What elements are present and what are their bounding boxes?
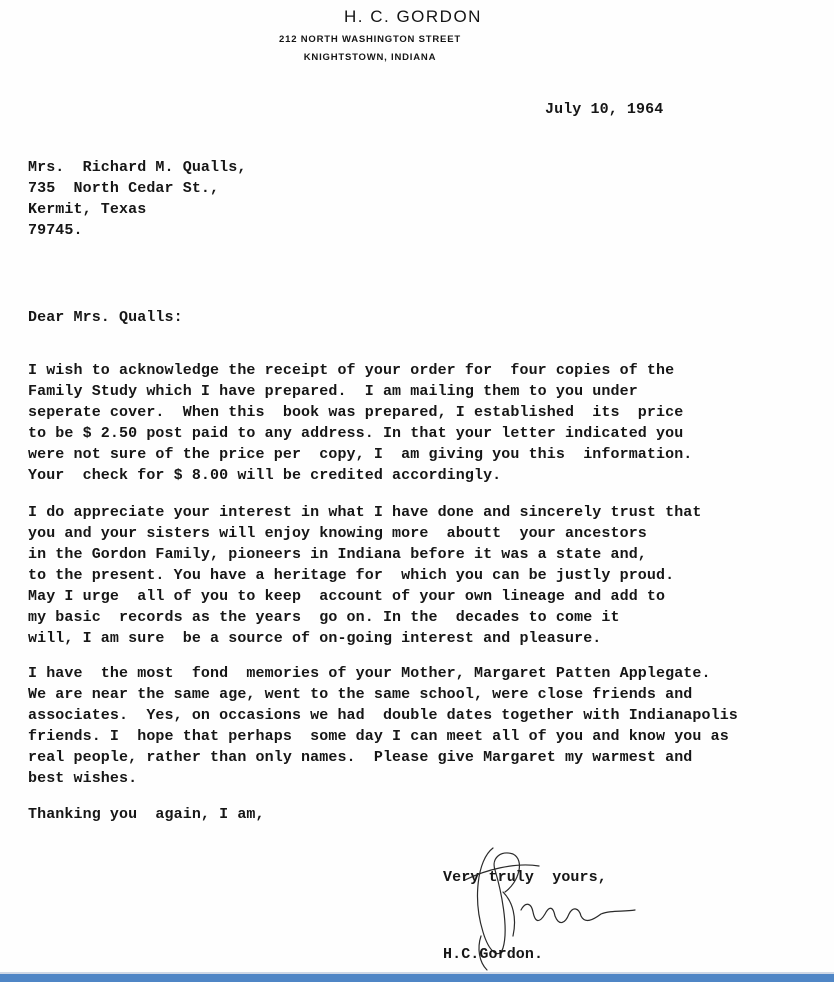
- body-line: associates. Yes, on occasions we had double dates together with Indianapolis: [28, 707, 738, 724]
- body-line: I do appreciate your interest in what I have done and sincerely trust that: [28, 504, 702, 521]
- letterhead-name: H. C. GORDON: [344, 7, 482, 26]
- body-line: I wish to acknowledge the receipt of your order for four copies of the: [28, 362, 675, 379]
- closing-line: Thanking you again, I am,: [28, 806, 265, 823]
- typed-signature: H.C.Gordon.: [443, 946, 544, 963]
- body-line: Family Study which I have prepared. I am mailing them to you under: [28, 383, 638, 400]
- body-line: I have the most fond memories of your Mother, Margaret Patten Applegate.: [28, 665, 711, 682]
- recipient-line: Kermit, Texas: [28, 201, 147, 218]
- body-line: in the Gordon Family, pioneers in Indiana before it was a state and,: [28, 546, 647, 563]
- body-line: We are near the same age, went to the same school, were close friends and: [28, 686, 693, 703]
- recipient-line: 79745.: [28, 222, 83, 239]
- recipient-line: Mrs. Richard M. Qualls,: [28, 159, 247, 176]
- body-line: will, I am sure be a source of on-going interest and pleasure.: [28, 630, 602, 647]
- body-line: best wishes.: [28, 770, 138, 787]
- window-frame-bottom: [0, 974, 834, 982]
- letter-date: July 10, 1964: [545, 101, 664, 118]
- body-line: friends. I hope that perhaps some day I can meet all of you and know you as: [28, 728, 729, 745]
- body-line: real people, rather than only names. Please give Margaret my warmest and: [28, 749, 693, 766]
- body-line: you and your sisters will enjoy knowing more aboutt your ancestors: [28, 525, 647, 542]
- recipient-line: 735 North Cedar St.,: [28, 180, 220, 197]
- letterhead-city: KNIGHTSTOWN, INDIANA: [303, 52, 437, 63]
- body-line: May I urge all of you to keep account of your own lineage and add to: [28, 588, 666, 605]
- complimentary-close: Very truly yours,: [443, 869, 607, 886]
- body-line: my basic records as the years go on. In the decades to come it: [28, 609, 620, 626]
- letterhead-street: 212 NORTH WASHINGTON STREET: [279, 34, 461, 45]
- body-line: to be $ 2.50 post paid to any address. In that your letter indicated you: [28, 425, 684, 442]
- body-line: Your check for $ 8.00 will be credited accordingly.: [28, 467, 502, 484]
- salutation: Dear Mrs. Qualls:: [28, 309, 183, 326]
- body-line: to the present. You have a heritage for which you can be justly proud.: [28, 567, 675, 584]
- body-line: were not sure of the price per copy, I am giving you this information.: [28, 446, 693, 463]
- body-line: seperate cover. When this book was prepared, I established its price: [28, 404, 684, 421]
